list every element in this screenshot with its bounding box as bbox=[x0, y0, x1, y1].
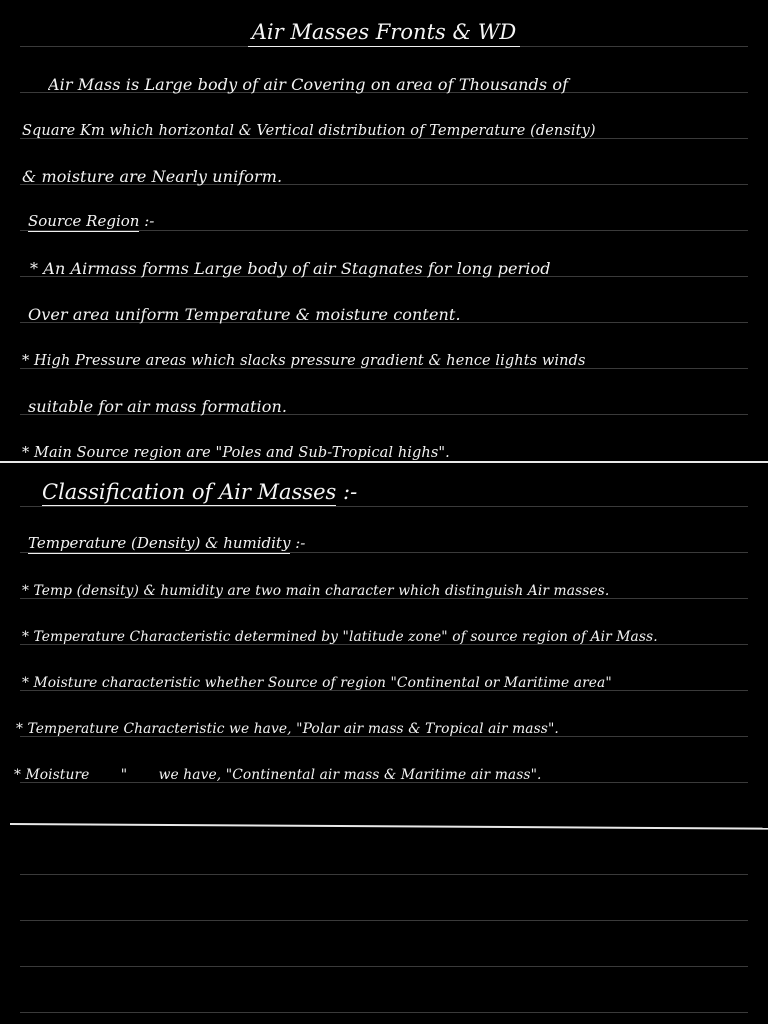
ruled-line bbox=[20, 920, 748, 921]
ruled-line bbox=[20, 874, 748, 875]
bullet-line: * Moisture characteristic whether Source of region "Continental or Maritime area" bbox=[22, 675, 612, 691]
heading-suffix: :- bbox=[139, 212, 155, 230]
page-title-text: Air Masses Fronts & WD bbox=[248, 20, 521, 47]
bullet-line: * High Pressure areas which slacks pressure gradient & hence lights winds bbox=[22, 353, 586, 369]
page-title bbox=[0, 20, 768, 44]
bullet-line: * Temperature Characteristic we have, "Polar air mass & Tropical air mass". bbox=[16, 721, 559, 737]
heading-suffix: :- bbox=[290, 534, 306, 552]
bullet-line: Over area uniform Temperature & moisture content. bbox=[28, 305, 461, 324]
source-region-heading bbox=[28, 212, 154, 230]
subheading-text: Temperature (Density) & humidity bbox=[28, 534, 291, 552]
bullet-line: * Moisture " we have, "Continental air mass & Maritime air mass". bbox=[14, 767, 542, 783]
paragraph-line: & moisture are Nearly uniform. bbox=[22, 167, 283, 186]
bullet-line: suitable for air mass formation. bbox=[28, 397, 288, 416]
bullet-line: * Temperature Characteristic determined by "latitude zone" of source region of Air Mass. bbox=[22, 629, 658, 645]
heading-suffix: :- bbox=[336, 480, 358, 504]
classification-heading bbox=[42, 480, 357, 504]
ruled-line bbox=[20, 506, 748, 507]
paragraph-line: Air Mass is Large body of air Covering on area of Thousands of bbox=[48, 75, 569, 94]
bullet-line: * Main Source region are "Poles and Sub-Tropical highs". bbox=[22, 445, 450, 461]
ruled-line bbox=[20, 966, 748, 967]
classification-heading-text: Classification of Air Masses bbox=[42, 480, 337, 504]
source-region-heading-text: Source Region bbox=[28, 212, 140, 230]
section-divider bbox=[10, 823, 768, 830]
paragraph-line: Square Km which horizontal & Vertical distribution of Temperature (density) bbox=[22, 123, 596, 139]
bullet-line: * Temp (density) & humidity are two main character which distinguish Air masses. bbox=[22, 583, 610, 599]
bullet-line: * An Airmass forms Large body of air Stagnates for long period bbox=[30, 259, 551, 278]
temperature-humidity-subheading bbox=[28, 534, 305, 552]
ruled-line bbox=[20, 1012, 748, 1013]
